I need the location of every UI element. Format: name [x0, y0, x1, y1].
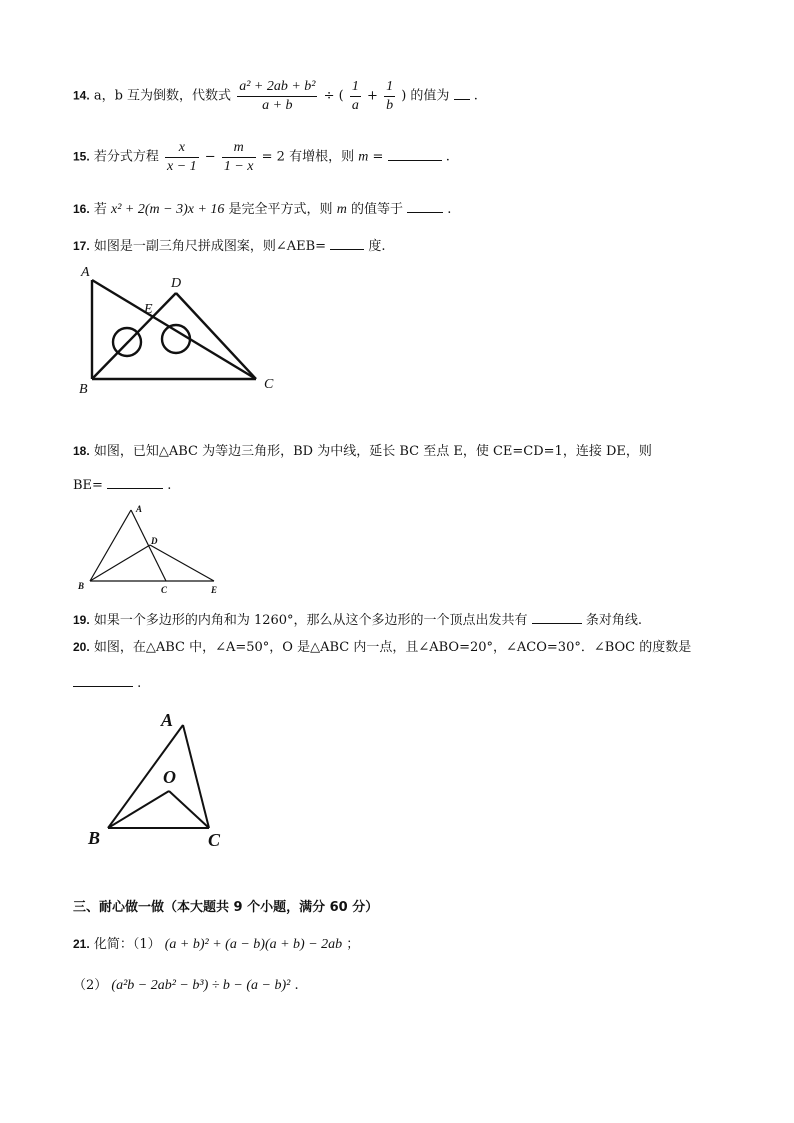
question-14: 14. a，b 互为倒数，代数式 $\frac{\text{a² + 2ab + b²}}{a + b}$ ÷ ( $\frac{1}{a}$ + $\frac{1}{b}$ ) 的值为 . — [73, 79, 478, 113]
question-18-line-2: BE= . — [73, 478, 172, 493]
question-21-part-2: （2） (a²b − 2ab² − b³) ÷ b − (a − b)² . — [73, 978, 299, 993]
segment-de — [150, 545, 214, 581]
answer-blank[interactable] — [330, 237, 364, 250]
label-d: D — [151, 536, 158, 546]
question-number: 16. — [73, 202, 90, 216]
question-15: 15. 若分式方程 $\frac{x}{x - 1}$ − $\frac{m}{1 - x}$ = 2 有增根，则 m = . — [73, 140, 450, 174]
label-b: B — [88, 828, 101, 848]
question-16: 16. 若 x² + 2(m − 3)x + 16 是完全平方式，则 m 的值等于 . — [73, 202, 452, 217]
answer-blank[interactable] — [388, 148, 442, 161]
median-bd — [90, 545, 150, 581]
question-text: 若分式方程 — [93, 149, 159, 165]
label-a: A — [136, 504, 143, 514]
question-19: 19. 如果一个多边形的内角和为 1260°，那么从这个多边形的一个顶点出发共有 条对角线. — [73, 613, 642, 628]
section-heading: 三、耐心做一做（本大题共 9 个小题，满分 60 分） — [73, 900, 379, 915]
math-expression: x² + 2(m − 3)x + 16 — [110, 202, 225, 217]
label-a: A — [161, 710, 174, 730]
answer-blank[interactable] — [454, 87, 470, 100]
label-c: C — [208, 830, 221, 850]
label-c: C — [161, 585, 168, 595]
question-number: 14. — [73, 88, 90, 103]
fraction: $\frac{1}{a}$ — [351, 79, 359, 113]
answer-blank[interactable] — [407, 200, 443, 213]
fraction: $\frac{1}{b}$ — [386, 79, 394, 113]
edge-ab — [90, 510, 131, 581]
label-e: E — [211, 585, 218, 595]
question-number: 19. — [73, 613, 90, 627]
question-number: 20. — [73, 640, 90, 654]
math-expression: (a²b − 2ab² − b³) ÷ b − (a − b)² — [111, 978, 291, 993]
label-a: A — [81, 265, 90, 280]
answer-blank[interactable] — [107, 476, 163, 489]
figure-18-equilateral-triangle — [74, 500, 224, 598]
label-b: B — [78, 581, 85, 591]
fraction: $\frac{x}{x - 1}$ — [166, 140, 197, 174]
question-number: 15. — [73, 149, 90, 164]
question-20: 20. 如图，在△ABC 中，∠A=50°，O 是△ABC 内一点，且∠ABO=20°，∠ACO=30°．∠BOC 的度数是 — [73, 640, 692, 655]
edge-ac — [183, 725, 209, 828]
answer-blank[interactable] — [73, 674, 133, 687]
question-17: 17. 如图是一副三角尺拼成图案，则∠AEB= 度. — [73, 239, 386, 254]
segment-oc — [169, 791, 209, 828]
math-expression: (a + b)² + (a − b)(a + b) − 2ab — [164, 937, 343, 952]
label-d: D — [171, 276, 182, 291]
question-number: 18. — [73, 444, 90, 458]
question-text: a，b 互为倒数，代数式 — [93, 88, 232, 104]
label-c: C — [264, 377, 274, 392]
question-21: 21. 化简：（1） (a + b)² + (a − b)(a + b) − 2ab ； — [73, 937, 360, 952]
fraction: $\frac{\text{a² + 2ab + b²}}{a + b}$ — [239, 79, 316, 113]
figure-20-triangle-abc — [82, 706, 242, 851]
label-b: B — [79, 382, 88, 397]
question-number: 17. — [73, 239, 90, 253]
segment-bo — [108, 791, 169, 828]
label-e: E — [144, 302, 153, 317]
question-20-line-2: . — [73, 674, 141, 690]
fraction: $\frac{m}{1 - x}$ — [223, 140, 254, 174]
question-number: 21. — [73, 937, 90, 951]
answer-blank[interactable] — [532, 611, 582, 624]
label-o: O — [163, 767, 176, 787]
question-18: 18. 如图，已知△ABC 为等边三角形，BD 为中线，延长 BC 至点 E，使 CE=CD=1，连接 DE，则 — [73, 444, 652, 459]
figure-17-set-squares — [70, 262, 285, 397]
hole-circle — [162, 325, 190, 353]
triangle-edge-dc — [176, 293, 256, 379]
